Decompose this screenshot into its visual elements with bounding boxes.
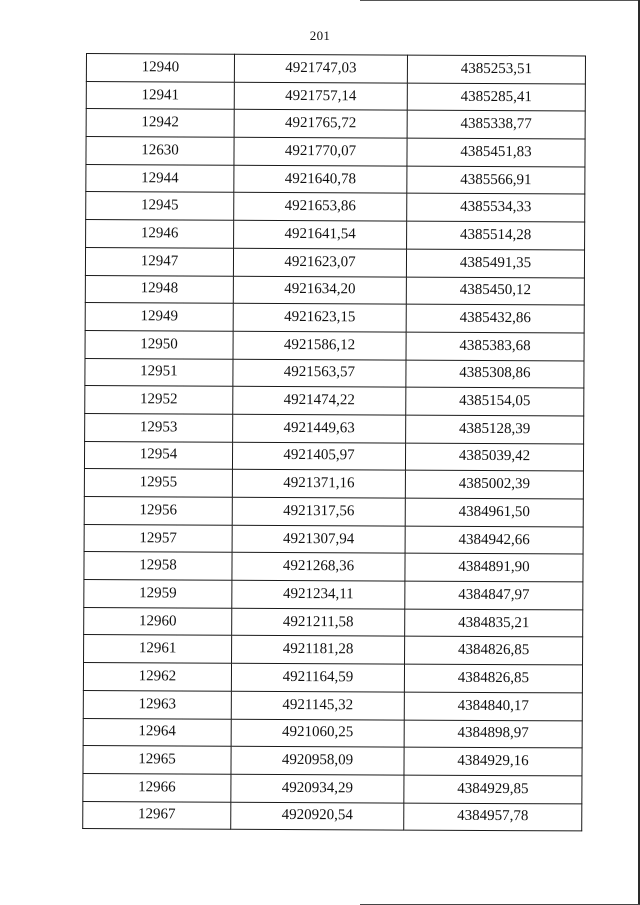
table-row <box>84 552 583 582</box>
x-coordinate-cell: 4921641,54 <box>234 220 407 249</box>
x-coordinate-cell: 4921623,15 <box>233 303 406 332</box>
table-row <box>83 718 582 748</box>
x-coordinate-cell: 4921145,32 <box>231 691 404 720</box>
x-coordinate-cell: 4921164,59 <box>231 663 404 692</box>
point-number-cell: 12951 <box>85 358 233 386</box>
y-coordinate-cell: 4384847,97 <box>405 581 583 610</box>
y-coordinate-cell: 4384898,97 <box>404 720 582 749</box>
table-row <box>86 109 585 139</box>
y-coordinate-cell: 4385002,39 <box>405 470 583 499</box>
y-coordinate-cell: 4384840,17 <box>404 692 582 721</box>
x-coordinate-cell: 4920958,09 <box>231 746 404 775</box>
point-number-cell: 12947 <box>85 247 233 275</box>
x-coordinate-cell: 4921474,22 <box>233 386 406 415</box>
y-coordinate-cell: 4385039,42 <box>405 443 583 472</box>
y-coordinate-cell: 4385450,12 <box>406 277 584 306</box>
y-coordinate-cell: 4385566,91 <box>407 166 585 195</box>
y-coordinate-cell: 4384826,85 <box>404 664 582 693</box>
point-number-cell: 12961 <box>84 635 232 663</box>
y-coordinate-cell: 4384826,85 <box>405 637 583 666</box>
point-number-cell: 12948 <box>85 275 233 303</box>
table-row <box>86 192 585 222</box>
point-number-cell: 12967 <box>83 801 231 829</box>
y-coordinate-cell: 4385128,39 <box>406 415 584 444</box>
point-number-cell: 12950 <box>85 330 233 358</box>
table-row <box>83 773 582 803</box>
x-coordinate-cell: 4921405,97 <box>232 442 405 471</box>
point-number-cell: 12963 <box>83 690 231 718</box>
point-number-cell: 12944 <box>86 164 234 192</box>
x-coordinate-cell: 4921317,56 <box>232 497 405 526</box>
y-coordinate-cell: 4384961,50 <box>405 498 583 527</box>
y-coordinate-cell: 4385383,68 <box>406 332 584 361</box>
page-number: 201 <box>309 28 331 43</box>
x-coordinate-cell: 4921211,58 <box>232 608 405 637</box>
y-coordinate-cell: 4385338,77 <box>407 110 585 139</box>
y-coordinate-cell: 4384957,78 <box>404 803 582 832</box>
x-coordinate-cell: 4921623,07 <box>233 248 406 277</box>
y-coordinate-cell: 4385514,28 <box>407 221 585 250</box>
table-row <box>83 663 582 693</box>
table-row <box>85 413 584 443</box>
y-coordinate-cell: 4385534,33 <box>407 194 585 223</box>
x-coordinate-cell: 4921770,07 <box>234 137 407 166</box>
table-row <box>84 496 583 526</box>
table-row <box>85 358 584 388</box>
table-row <box>83 746 582 776</box>
table-row <box>84 469 583 499</box>
table-row <box>84 635 583 665</box>
point-number-cell: 12954 <box>84 441 232 469</box>
y-coordinate-cell: 4385491,35 <box>406 249 584 278</box>
x-coordinate-cell: 4921234,11 <box>232 580 405 609</box>
table-row <box>85 247 584 277</box>
point-number-cell: 12966 <box>83 773 231 801</box>
y-coordinate-cell: 4384891,90 <box>405 553 583 582</box>
point-number-cell: 12955 <box>84 469 232 497</box>
x-coordinate-cell: 4921060,25 <box>231 719 404 748</box>
point-number-cell: 12965 <box>83 746 231 774</box>
coordinates-table-body <box>83 54 586 832</box>
x-coordinate-cell: 4921747,03 <box>234 54 407 83</box>
point-number-cell: 12949 <box>85 303 233 331</box>
point-number-cell: 12630 <box>86 137 234 165</box>
coordinates-table <box>82 53 586 832</box>
point-number-cell: 12964 <box>83 718 231 746</box>
y-coordinate-cell: 4385253,51 <box>407 55 585 84</box>
table-row <box>85 330 584 360</box>
point-number-cell: 12945 <box>86 192 234 220</box>
table-row <box>86 81 585 111</box>
table-row <box>86 220 585 250</box>
x-coordinate-cell: 4921449,63 <box>233 414 406 443</box>
point-number-cell: 12941 <box>86 81 234 109</box>
table-row <box>85 275 584 305</box>
y-coordinate-cell: 4385308,86 <box>406 360 584 389</box>
y-coordinate-cell: 4384835,21 <box>405 609 583 638</box>
y-coordinate-cell: 4385154,05 <box>406 387 584 416</box>
point-number-cell: 12952 <box>85 386 233 414</box>
x-coordinate-cell: 4921640,78 <box>234 165 407 194</box>
x-coordinate-cell: 4921586,12 <box>233 331 406 360</box>
table-row <box>84 441 583 471</box>
point-number-cell: 12957 <box>84 524 232 552</box>
point-number-cell: 12958 <box>84 552 232 580</box>
x-coordinate-cell: 4921757,14 <box>234 82 407 111</box>
x-coordinate-cell: 4921563,57 <box>233 359 406 388</box>
x-coordinate-cell: 4921765,72 <box>234 110 407 139</box>
point-number-cell: 12940 <box>86 54 234 82</box>
point-number-cell: 12960 <box>84 607 232 635</box>
point-number-cell: 12946 <box>86 220 234 248</box>
x-coordinate-cell: 4921307,94 <box>232 525 405 554</box>
table-row <box>86 137 585 167</box>
table-row <box>84 580 583 610</box>
x-coordinate-cell: 4921181,28 <box>232 636 405 665</box>
x-coordinate-cell: 4921371,16 <box>232 470 405 499</box>
scan-edge-top <box>360 0 640 1</box>
x-coordinate-cell: 4920934,29 <box>231 774 404 803</box>
x-coordinate-cell: 4921653,86 <box>234 193 407 222</box>
y-coordinate-cell: 4385432,86 <box>406 304 584 333</box>
point-number-cell: 12962 <box>83 663 231 691</box>
table-row <box>84 524 583 554</box>
x-coordinate-cell: 4920920,54 <box>231 802 404 831</box>
table-row <box>85 303 584 333</box>
point-number-cell: 12959 <box>84 580 232 608</box>
y-coordinate-cell: 4384929,85 <box>404 775 582 804</box>
y-coordinate-cell: 4384929,16 <box>404 747 582 776</box>
table-row <box>86 164 585 194</box>
y-coordinate-cell: 4385285,41 <box>407 83 585 112</box>
point-number-cell: 12942 <box>86 109 234 137</box>
point-number-cell: 12953 <box>85 413 233 441</box>
table-row <box>83 690 582 720</box>
x-coordinate-cell: 4921268,36 <box>232 553 405 582</box>
point-number-cell: 12956 <box>84 496 232 524</box>
table-row <box>85 386 584 416</box>
table-row <box>83 801 582 831</box>
table-row <box>86 54 585 84</box>
x-coordinate-cell: 4921634,20 <box>233 276 406 305</box>
y-coordinate-cell: 4384942,66 <box>405 526 583 555</box>
y-coordinate-cell: 4385451,83 <box>407 138 585 167</box>
table-row <box>84 607 583 637</box>
